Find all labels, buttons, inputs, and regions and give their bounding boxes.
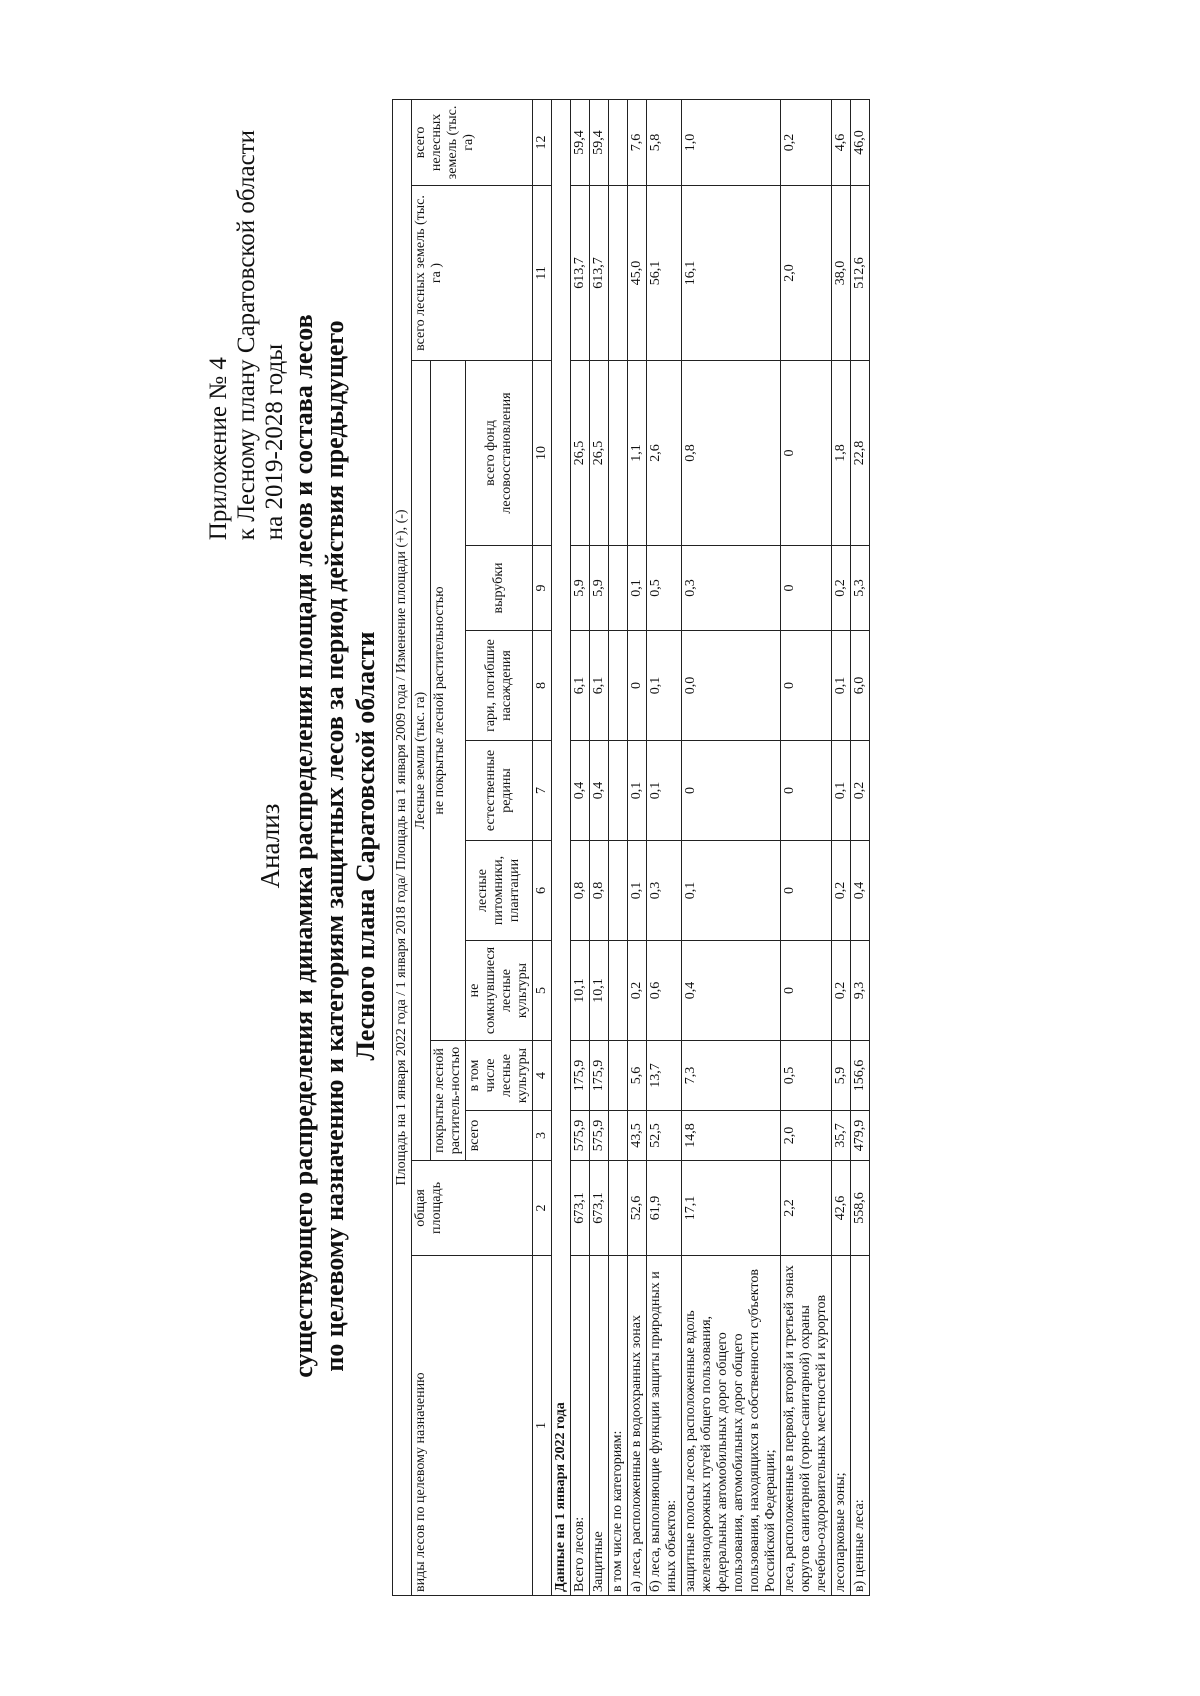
table-cell: 0,5	[647, 546, 682, 631]
table-cell: 7,6	[628, 99, 647, 185]
table-cell: 0	[628, 631, 647, 741]
table-cell	[609, 1111, 628, 1161]
table-row	[851, 99, 870, 1595]
table-cell: 1,1	[628, 361, 647, 546]
column-number: 5	[533, 941, 552, 1041]
table-cell: 6,1	[571, 631, 590, 741]
table-cell: 0	[781, 741, 832, 841]
table-row	[832, 99, 851, 1595]
table-cell: 38,0	[832, 186, 851, 361]
table-cell: 16,1	[682, 186, 781, 361]
row-label: Всего лесов:	[571, 1256, 590, 1596]
column-number: 6	[533, 841, 552, 941]
table-cell: 5,6	[628, 1041, 647, 1111]
table-row	[628, 99, 647, 1595]
document-title	[255, 166, 381, 1526]
table-cell: 0,1	[647, 741, 682, 841]
table-cell: 0	[781, 941, 832, 1041]
table-cell: 0	[781, 631, 832, 741]
table-cell: 0	[781, 841, 832, 941]
header-nursery: лесные питомники, плантации	[466, 841, 533, 941]
table-cell: 479,9	[851, 1111, 870, 1161]
table-cell: 0,1	[628, 741, 647, 841]
table-cell: 0,2	[781, 99, 832, 185]
table-cell: 22,8	[851, 361, 870, 546]
table-cell	[609, 741, 628, 841]
table-cell: 10,1	[571, 941, 590, 1041]
row-label: леса, расположенные в первой, второй и третьей зонах округов санитарной (горно-санитарной) охраны лечебно-оздоровительных местностей и курортов	[781, 1256, 832, 1596]
table-cell: 0,3	[647, 841, 682, 941]
column-number: 10	[533, 361, 552, 546]
table-cell: 0	[781, 546, 832, 631]
appendix-plan: к Лесному плану Саратовской области	[233, 130, 260, 541]
header-nonforest-total: всего нелесных земель (тыс. га)	[412, 99, 533, 185]
column-number: 4	[533, 1041, 552, 1111]
header-covered: покрытые лесной раститель-ностью	[431, 1041, 466, 1161]
table-cell: 5,8	[647, 99, 682, 185]
table-cell: 156,6	[851, 1041, 870, 1111]
table-cell: 6,1	[590, 631, 609, 741]
table-cell: 558,6	[851, 1161, 870, 1256]
row-label: лесопарковые зоны;	[832, 1256, 851, 1596]
title-heading: Анализ	[255, 803, 285, 889]
table-cell: 46,0	[851, 99, 870, 185]
header-burnt: гари, погибшие насаждения	[466, 631, 533, 741]
forest-area-table	[392, 99, 870, 1596]
table-cell: 175,9	[571, 1041, 590, 1111]
table-cell: 512,6	[851, 186, 870, 361]
table-cell: 56,1	[647, 186, 682, 361]
table-cell: 575,9	[590, 1111, 609, 1161]
table-cell	[609, 1161, 628, 1256]
table-cell: 5,9	[832, 1041, 851, 1111]
row-label: защитные полосы лесов, расположенные вдоль железнодорожных путей общего пользования, федеральных автомобильных дорог общего пользования, автомобильных дорог общего пользования, находящихся в собственности субъектов Российской Федерации;	[682, 1256, 781, 1596]
header-sparse: естественные редины	[466, 741, 533, 841]
column-number: 12	[533, 99, 552, 185]
table-cell: 0,8	[571, 841, 590, 941]
table-cell: 43,5	[628, 1111, 647, 1161]
title-line-2: по целевому назначению и категориям защитных лесов за период действия предыдущего	[320, 320, 349, 1372]
table-cell: 2,2	[781, 1161, 832, 1256]
table-cell: 0	[781, 361, 832, 546]
table-cell: 13,7	[647, 1041, 682, 1111]
table-cell: 35,7	[832, 1111, 851, 1161]
table-cell: 26,5	[590, 361, 609, 546]
table-cell: 0,1	[832, 741, 851, 841]
table-cell: 0,8	[682, 361, 781, 546]
table-cell: 0,4	[590, 741, 609, 841]
column-number: 9	[533, 546, 552, 631]
table-cell: 0,2	[628, 941, 647, 1041]
table-cell: 0,6	[647, 941, 682, 1041]
table-cell: 0,5	[781, 1041, 832, 1111]
table-cell	[609, 941, 628, 1041]
table-cell: 52,6	[628, 1161, 647, 1256]
table-cell: 0,1	[682, 841, 781, 941]
table-cell	[609, 631, 628, 741]
table-cell: 0,0	[682, 631, 781, 741]
table-cell: 5,3	[851, 546, 870, 631]
appendix-years: на 2019-2028 годы	[261, 343, 288, 541]
column-number: 3	[533, 1111, 552, 1161]
table-cell: 2,0	[781, 1111, 832, 1161]
header-cut: вырубки	[466, 546, 533, 631]
header-fund: всего фонд лесовосстановления	[466, 361, 533, 546]
table-cell: 575,9	[571, 1111, 590, 1161]
header-not-covered: не покрытые лесной растительностью	[431, 361, 466, 1041]
header-forest-lands: Лесные земли (тыс. га)	[412, 361, 431, 1161]
table-cell: 61,9	[647, 1161, 682, 1256]
column-number: 2	[533, 1161, 552, 1256]
column-number: 11	[533, 186, 552, 361]
table-cell: 0	[682, 741, 781, 841]
column-number: 8	[533, 631, 552, 741]
row-label: в том числе по категориям:	[609, 1256, 628, 1596]
table-cell: 1,0	[682, 99, 781, 185]
column-numbers-row	[533, 99, 552, 1595]
row-label: в) ценные леса:	[851, 1256, 870, 1596]
table-cell: 2,6	[647, 361, 682, 546]
table-cell: 0,1	[628, 841, 647, 941]
table-cell: 52,5	[647, 1111, 682, 1161]
table-cell: 0,4	[571, 741, 590, 841]
table-cell: 45,0	[628, 186, 647, 361]
column-number: 7	[533, 741, 552, 841]
table-cell: 0,1	[628, 546, 647, 631]
header-all: всего	[466, 1111, 533, 1161]
table-cell: 5,9	[590, 546, 609, 631]
table-cell: 0,2	[832, 841, 851, 941]
table-cell: 2,0	[781, 186, 832, 361]
table-cell: 673,1	[571, 1161, 590, 1256]
appendix-number: Приложение № 4	[205, 357, 232, 541]
section-heading: Данные на 1 января 2022 года	[552, 99, 571, 1595]
table-cell: 59,4	[571, 99, 590, 185]
table-cell: 0,2	[851, 741, 870, 841]
header-kind: виды лесов по целевому назначению	[412, 1256, 533, 1596]
table-cell: 10,1	[590, 941, 609, 1041]
table-cell: 0,2	[832, 941, 851, 1041]
table-cell	[609, 546, 628, 631]
table-cell: 7,3	[682, 1041, 781, 1111]
header-forest-total: всего лесных земель (тыс. га )	[412, 186, 533, 361]
title-line-1: существующего распределения и динамика распределения площади лесов и состава лесов	[289, 314, 318, 1378]
table-cell: 4,6	[832, 99, 851, 185]
table-cell: 0,2	[832, 546, 851, 631]
table-cell: 175,9	[590, 1041, 609, 1111]
table-cell: 0,3	[682, 546, 781, 631]
table-cell: 0,8	[590, 841, 609, 941]
table-cell	[609, 99, 628, 185]
row-label: б) леса, выполняющие функции защиты природных и иных объектов:	[647, 1256, 682, 1596]
title-line-3: Лесного плана Саратовской области	[351, 631, 380, 1061]
table-cell: 673,1	[590, 1161, 609, 1256]
table-cell: 59,4	[590, 99, 609, 185]
table-cell: 613,7	[571, 186, 590, 361]
row-label: а) леса, расположенные в водоохранных зонах	[628, 1256, 647, 1596]
table-caption: Площадь на 1 января 2022 года / 1 января 2018 года/ Площадь на 1 января 2009 года / Изменение площади (+), (-)	[393, 99, 412, 1595]
table-cell: 9,3	[851, 941, 870, 1041]
table-cell	[609, 186, 628, 361]
table-row	[781, 99, 832, 1595]
table-cell: 1,8	[832, 361, 851, 546]
table-row	[571, 99, 590, 1595]
header-incl-cultures: в том числе лесные культуры	[466, 1041, 533, 1111]
table-cell: 0,4	[851, 841, 870, 941]
table-cell: 6,0	[851, 631, 870, 741]
table-cell: 0,4	[682, 941, 781, 1041]
column-number: 1	[533, 1256, 552, 1596]
table-cell: 0,1	[832, 631, 851, 741]
table-row	[647, 99, 682, 1595]
row-label: Защитные	[590, 1256, 609, 1596]
table-cell	[609, 1041, 628, 1111]
header-total-area: общая площадь	[412, 1161, 533, 1256]
table-cell: 0,1	[647, 631, 682, 741]
table-cell	[609, 361, 628, 546]
header-nonclosed: не сомкнувшиеся лесные культуры	[466, 941, 533, 1041]
table-row	[609, 99, 628, 1595]
table-cell: 14,8	[682, 1111, 781, 1161]
table-cell: 5,9	[571, 546, 590, 631]
table-cell	[609, 841, 628, 941]
table-row	[590, 99, 609, 1595]
table-cell: 613,7	[590, 186, 609, 361]
table-cell: 17,1	[682, 1161, 781, 1256]
table-cell: 42,6	[832, 1161, 851, 1256]
table-row	[682, 99, 781, 1595]
table-cell: 26,5	[571, 361, 590, 546]
